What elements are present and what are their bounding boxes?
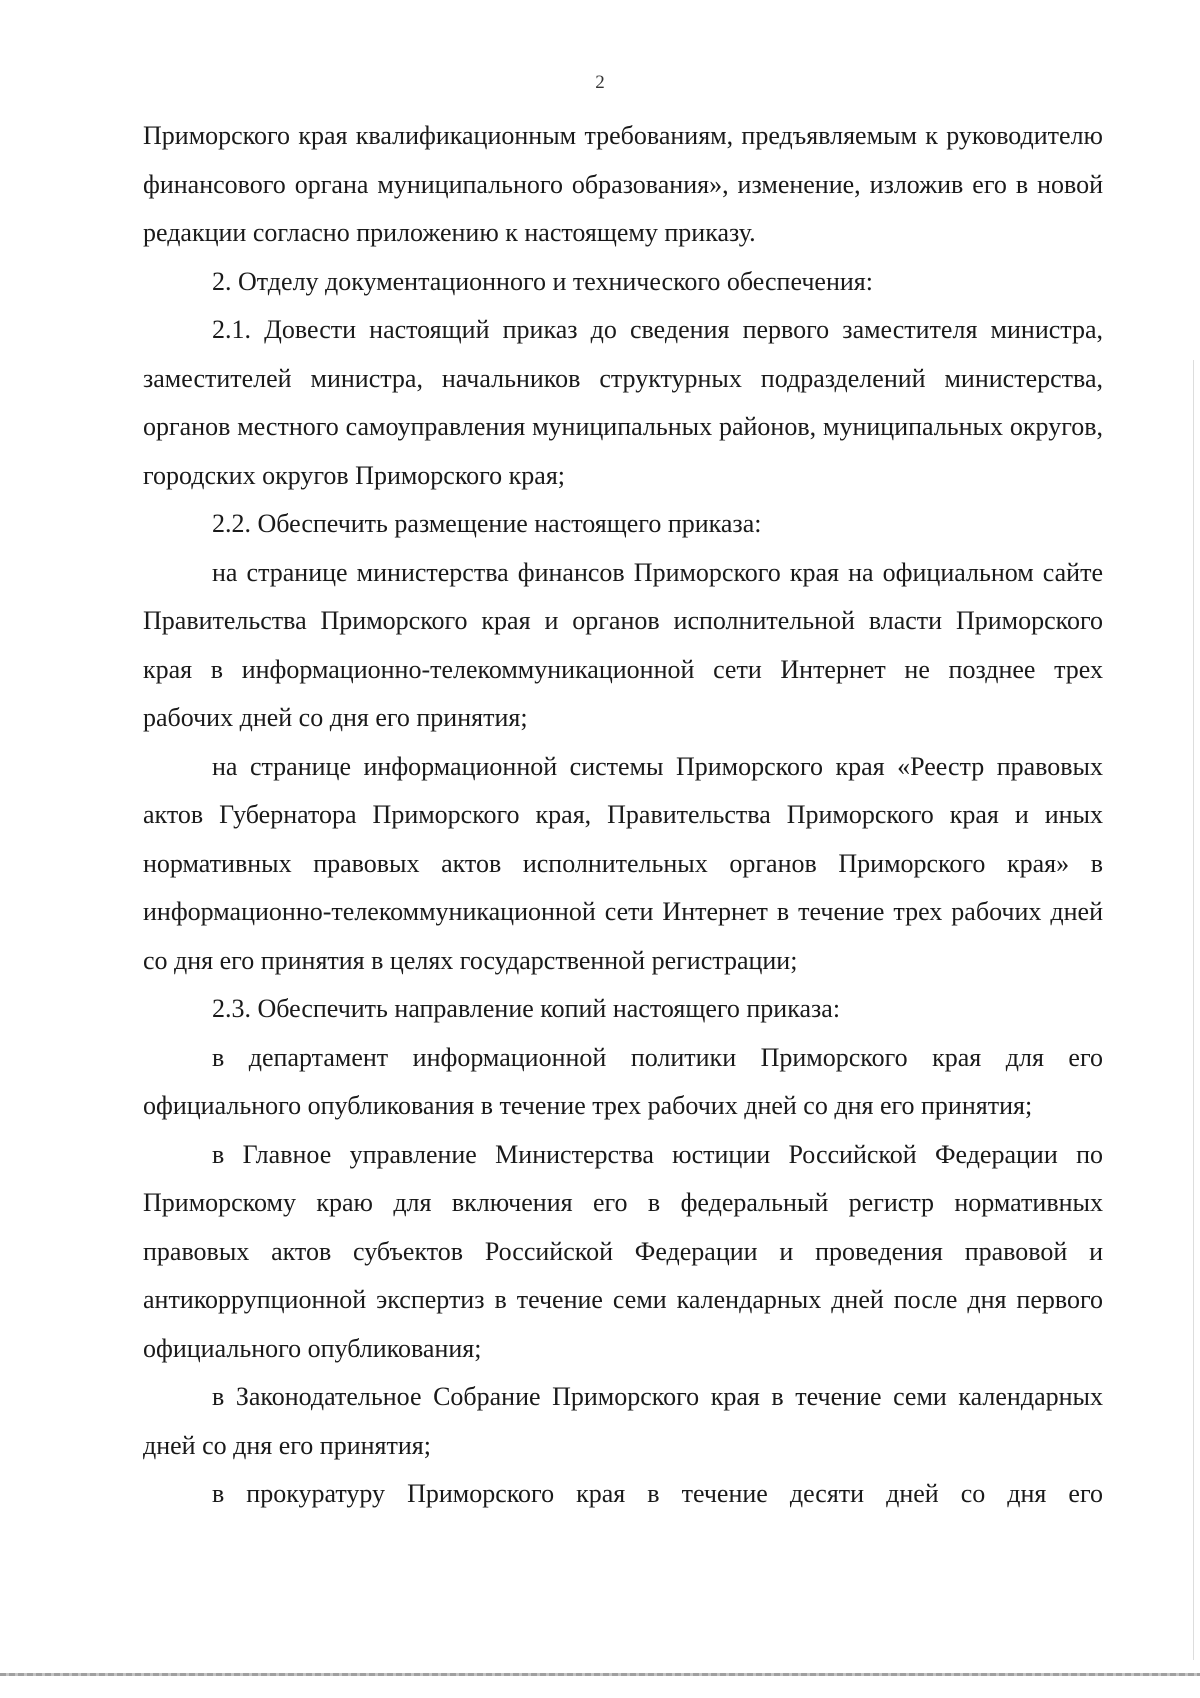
paragraph-2-3-heading: 2.3. Обеспечить направление копий настоящего приказа: [212,994,841,1023]
paragraph-2-3-justice-ministry: в Главное управление Министерства юстиции Российской Федерации по Приморскому краю для включения его в федеральный регистр нормативных правовых актов субъектов Российской Федерации и проведения правовой и антикоррупционной экспертиз в течение семи календарных дней после дня первого официального опубликования; [143,1139,1103,1363]
paragraph-2-2-official-site: на странице министерства финансов Приморского края на официальном сайте Правительства Приморского края и органов исполнительной власти Приморского края в информационно-телекоммуникационной сети Интернет не позднее трех рабочих дней со дня его принятия; [143,557,1103,732]
paragraph-2-3-legislative-assembly: в Законодательное Собрание Приморского края в течение семи календарных дней со дня его принятия; [143,1382,1103,1460]
paragraph-2-3-info-policy: в департамент информационной политики Приморского края для его официального опубликования в течение трех рабочих дней со дня его принятия; [143,1042,1103,1120]
page-number: 2 [595,72,605,93]
scan-edge-bottom [0,1673,1200,1676]
paragraph-2-3-prosecutor: в прокуратуру Приморского края в течение десяти дней со дня его [212,1479,1103,1508]
paragraph-2-1: 2.1. Довести настоящий приказ до сведения первого заместителя министра, заместителей министра, начальников структурных подразделений министерства, органов местного самоуправления муниципальных районов, муниципальных округов, городских округов Приморского края; [143,315,1103,490]
paragraph-2-heading: 2. Отделу документационного и технического обеспечения: [212,266,873,296]
paragraph-2-2-heading: 2.2. Обеспечить размещение настоящего приказа: [212,509,762,538]
paragraph-2-2-registry: на странице информационной системы Приморского края «Реестр правовых актов Губернатора Приморского края, Правительства Приморского края и иных нормативных правовых актов исполнительных органов Приморского края» в информационно-телекоммуникационной сети Интернет в течение трех рабочих дней со дня его принятия в целях государственной регистрации; [143,751,1103,975]
document-body [143,112,1103,1519]
paragraph-1-continuation: Приморского края квалификационным требованиям, предъявляемым к руководителю финансового органа муниципального образования», изменение, изложив его в новой редакции согласно приложению к настоящему приказу. [143,121,1103,247]
scan-edge-right [1193,360,1194,1660]
